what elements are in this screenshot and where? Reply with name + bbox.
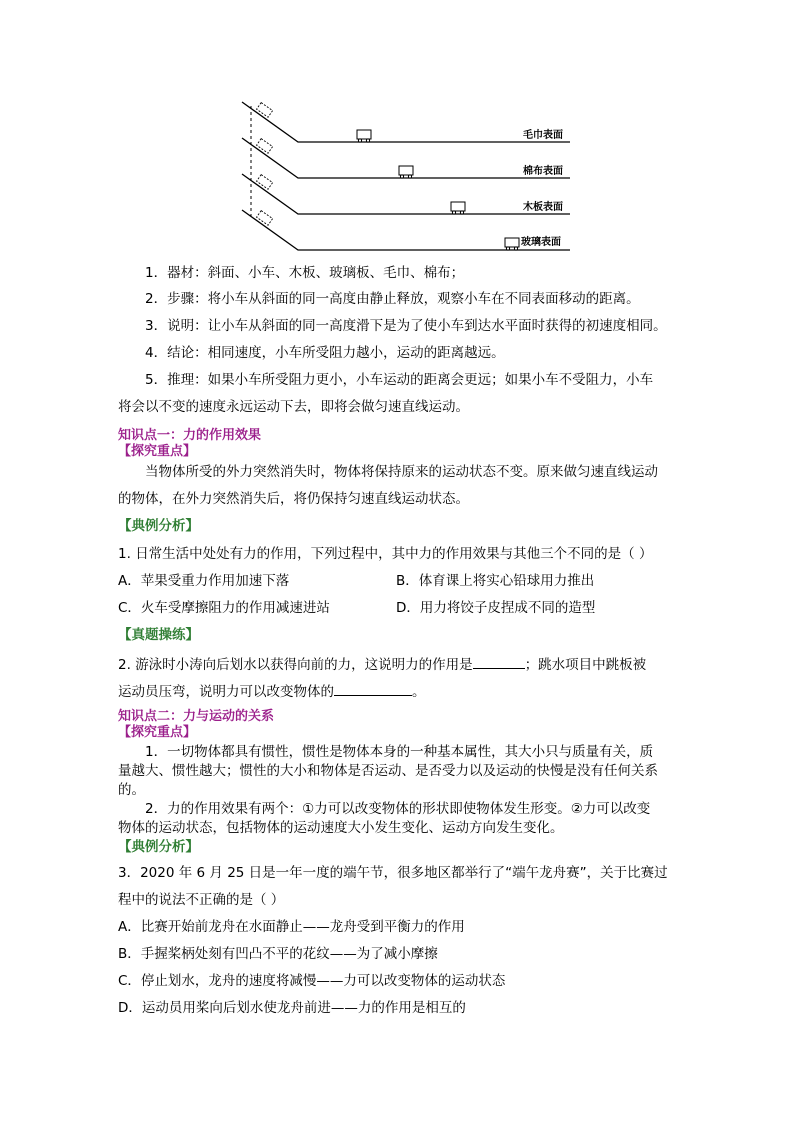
question-2-number: 2. — [118, 657, 131, 673]
experiment-conclusion: 4．结论：相同速度，小车所受阻力越小，运动的距离越远。 — [145, 345, 505, 361]
experiment-inference-line2: 将会以不变的速度永远运动下去，即将会做匀速直线运动。 — [118, 399, 469, 415]
question-2-blank-1[interactable] — [473, 654, 525, 669]
experiment-inference-line1: 5．推理：如果小车所受阻力更小，小车运动的距离会更远；如果小车不受阻力，小车 — [145, 372, 654, 388]
car-wood — [451, 202, 465, 214]
kp1-focus-line1: 当物体所受的外力突然消失时，物体将保持原来的运动状态不变。原来做匀速直线运动 — [145, 464, 658, 480]
question-2-text-part2: ；跳水项目中跳板被 — [524, 657, 647, 673]
surface-label-cotton: 棉布表面 — [523, 166, 563, 177]
question-1-option-a: A．苹果受重力作用加速下落 — [118, 573, 290, 589]
kp1-example-heading: 【典例分析】 — [118, 518, 199, 534]
question-2-line1 — [118, 654, 646, 674]
kp1-title: 知识点一：力的作用效果 — [118, 428, 262, 443]
surface-label-wood: 木板表面 — [523, 202, 563, 213]
question-2-text-part3: 运动员压弯，说明力可以改变物体的 — [118, 684, 334, 700]
question-1-option-d: D．用力将饺子皮捏成不同的造型 — [396, 600, 596, 616]
question-2-blank-2[interactable] — [334, 681, 412, 696]
question-1-option-b: B．体育课上将实心铅球用力推出 — [396, 573, 595, 589]
experiment-equipment: 1．器材：斜面、小车、木板、玻璃板、毛巾、棉布； — [145, 265, 465, 281]
question-1-text: 日常生活中处处有力的作用，下列过程中，其中力的作用效果与其他三个不同的是（ ） — [135, 546, 653, 562]
question-3-line1: 3．2020 年 6 月 25 日是一年一度的端午节，很多地区都举行了“端午龙舟赛”，关于比赛过 — [118, 865, 668, 881]
kp2-point2-line2: 物体的运动状态，包括物体的运动速度大小发生变化、运动方向发生变化。 — [118, 820, 564, 836]
question-1-option-c: C．火车受摩擦阻力的作用减速进站 — [118, 600, 330, 616]
question-3-line2: 程中的说法不正确的是（ ） — [118, 892, 285, 908]
experiment-steps: 2．步骤：将小车从斜面的同一高度由静止释放，观察小车在不同表面移动的距离。 — [145, 291, 640, 307]
kp1-focus-heading: 【探究重点】 — [118, 444, 197, 459]
question-3-option-d: D．运动员用桨向后划水使龙舟前进——力的作用是相互的 — [118, 1000, 466, 1016]
question-3-option-c: C．停止划水，龙舟的速度将减慢——力可以改变物体的运动状态 — [118, 973, 506, 989]
car-towel — [357, 130, 371, 142]
question-3-option-a: A．比赛开始前龙舟在水面静止——龙舟受到平衡力的作用 — [118, 919, 465, 935]
incline-experiment-diagram — [230, 92, 590, 260]
surface-label-towel: 毛巾表面 — [523, 130, 563, 141]
kp2-title: 知识点二：力与运动的关系 — [118, 709, 275, 724]
kp2-point1-line2: 量越大、惯性越大；惯性的大小和物体是否运动、是否受力以及运动的快慢是没有任何关系 — [118, 763, 658, 779]
kp2-focus-heading: 【探究重点】 — [118, 725, 197, 740]
ramp-towel — [242, 102, 570, 142]
surface-label-glass: 玻璃表面 — [521, 237, 561, 248]
question-2-text-part4: 。 — [412, 684, 426, 700]
car-cotton — [399, 166, 413, 178]
question-2-text-part1: 游泳时小涛向后划水以获得向前的力，这说明力的作用是 — [135, 657, 473, 673]
kp2-point1-line1: 1．一切物体都具有惯性，惯性是物体本身的一种基本属性，其大小只与质量有关，质 — [145, 744, 654, 760]
question-1-number: 1. — [118, 546, 131, 562]
kp1-focus-line2: 的物体，在外力突然消失后，将仍保持匀速直线运动状态。 — [118, 491, 469, 507]
kp2-point1-line3: 的。 — [118, 782, 145, 798]
experiment-explanation: 3．说明：让小车从斜面的同一高度滑下是为了使小车到达水平面时获得的初速度相同。 — [145, 318, 667, 334]
kp2-point2-line1: 2．力的作用效果有两个：①力可以改变物体的形状即使物体发生形变。②力可以改变 — [145, 801, 651, 817]
ramp-wood — [242, 174, 570, 214]
kp1-practice-heading: 【真题操练】 — [118, 627, 199, 643]
car-glass — [505, 238, 519, 250]
question-1-stem — [118, 545, 652, 563]
question-2-line2 — [118, 681, 426, 701]
kp2-example-heading: 【典例分析】 — [118, 839, 199, 855]
question-3-option-b: B．手握桨柄处刻有凹凸不平的花纹——为了减小摩擦 — [118, 946, 438, 962]
